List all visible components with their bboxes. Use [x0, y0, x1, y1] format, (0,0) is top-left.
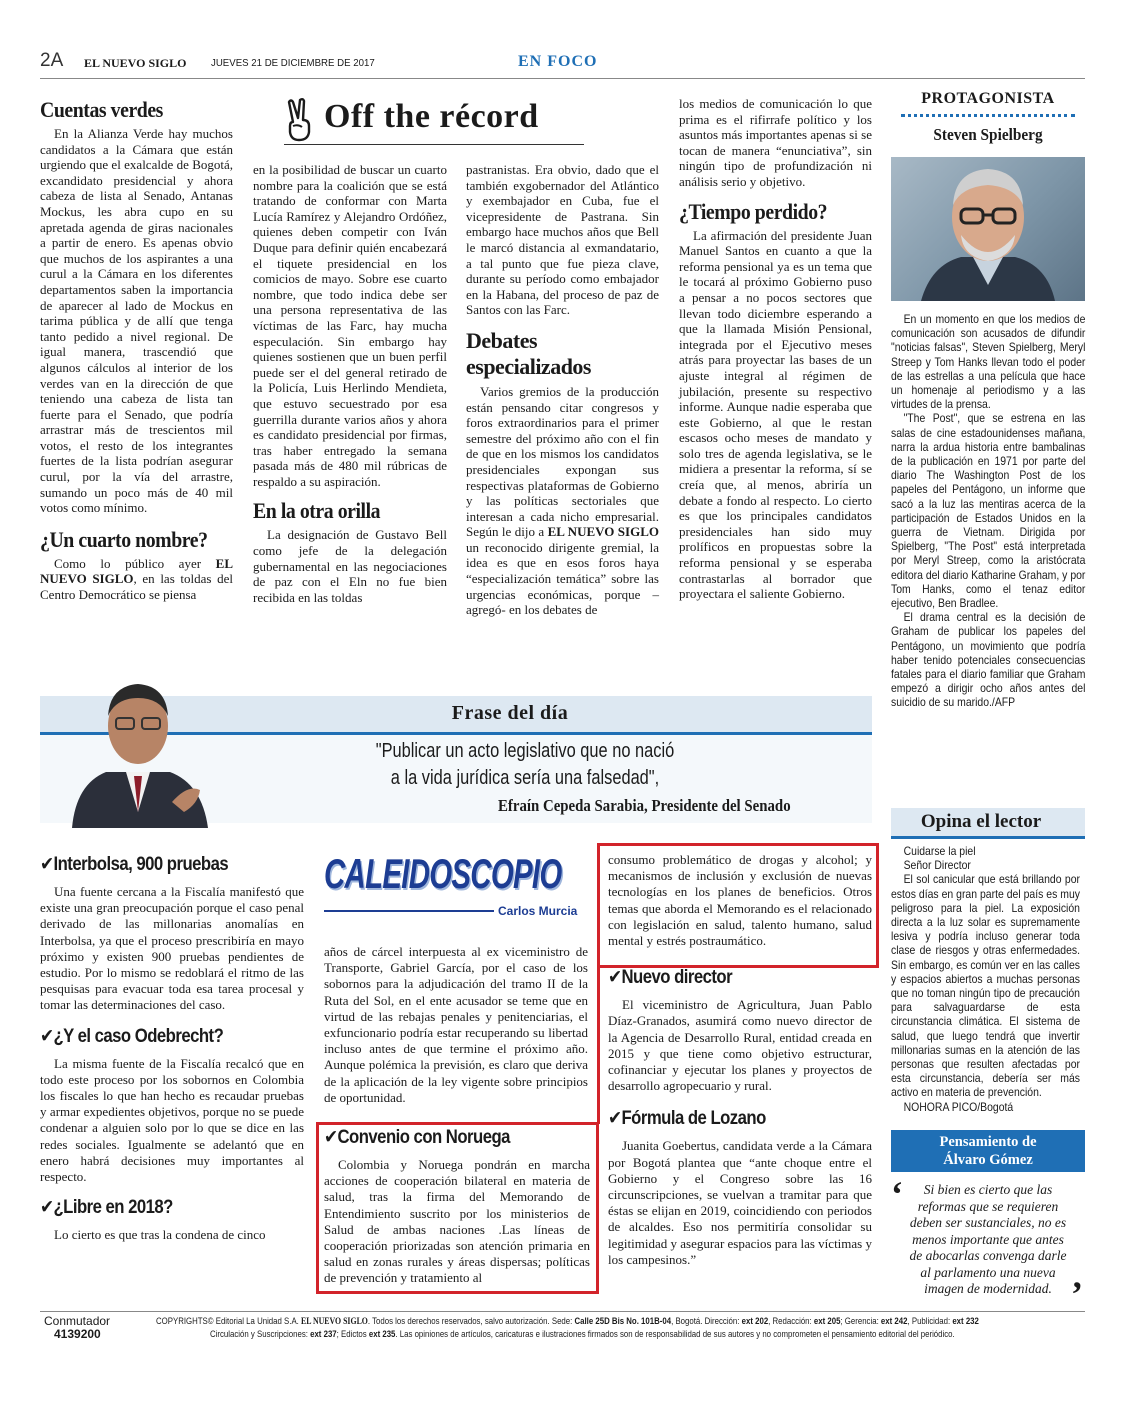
- frase-author: Efraín Cepeda Sarabia, Presidente del Senado: [498, 796, 791, 815]
- protagonista-name: Steven Spielberg: [933, 125, 1043, 144]
- nuevo-director-title: ✔Nuevo director: [608, 967, 733, 989]
- noruega-body: Colombia y Noruega pondrán en marcha acciones de cooperación bilateral en materia de salud, tras la firma del Memorando de Entendimiento suscrito por los ministerios de Salud de ambas naciones .Las líneas de cooperación priorizadas son atención primaria en salud en zonas rurales y áreas dispersas; políticas de prevención y tratamiento al: [324, 1157, 590, 1286]
- otra-orilla-title: En la otra orilla: [253, 498, 381, 524]
- frase-quote-line-1: "Publicar un acto legislativo que no nació: [375, 740, 675, 762]
- protagonista-column: [891, 90, 1085, 711]
- caleidoscopio-author: Carlos Murcia: [498, 904, 578, 918]
- opina-subject: Cuidarse la piel: [903, 845, 976, 858]
- check-icon: ✔: [40, 1197, 54, 1219]
- noruega-title: ✔Convenio con Noruega: [324, 1127, 510, 1148]
- otra-orilla-body: La designación de Gustavo Bell como jefe de la delegación gubernamental en las negociaciones de paz con el Eln no fue bien recibida en las toldas: [253, 527, 447, 605]
- odebrecht-title: ✔¿Y el caso Odebrecht?: [40, 1025, 224, 1047]
- interbolsa-title: ✔Interbolsa, 900 pruebas: [40, 854, 229, 875]
- logo-underline: [324, 910, 494, 912]
- interbolsa-body: Una fuente cercana a la Fiscalía manifestó que existe una gran preocupación porque el caso penal derivado de las millonarias anomalías en Interbolsa, ya que el proceso prescribiría en mayo próximo y existen 900 pruebas pendientes de estudio. Por lo mismo se redoblará el ritmo de las pesquisas para evacuar toda esa tarea procesal y tomar las determinaciones del caso.: [40, 884, 304, 1013]
- opina-salutation: Señor Director: [903, 859, 971, 873]
- off-the-record-title-box: [284, 94, 584, 148]
- cuarto-nombre-title: ¿Un cuarto nombre?: [40, 526, 208, 552]
- protagonista-body-1: En un momento en que los medios de comunicación son acusados de difundir "noticias falsas", Steven Spielberg, Meryl Streep y Tom Hanks llevan todo el poder de las estrellas a una película que hace un homenaje al periodismo y a las virtudes de la prensa.: [891, 313, 1086, 412]
- off-the-record-title: Off the récord: [324, 98, 539, 135]
- paper-name: EL NUEVO SIGLO: [84, 56, 187, 70]
- frase-title: Frase del día: [451, 702, 569, 724]
- pensamiento-box: [891, 1130, 1085, 1314]
- noruega-article: [324, 1127, 590, 1287]
- check-icon: ✔: [608, 1108, 622, 1130]
- close-quote-icon: ’: [1071, 1273, 1083, 1314]
- debates-continued: los medios de comunicación lo que prima es el rifirrafe político y los asuntos más importantes apenas si se tocan de manera “enunciativa”, sin ningún tipo de profundización ni análisis serio y objetivo.: [679, 96, 872, 189]
- cuarto-nombre-body: Como lo público ayer EL NUEVO SIGLO, en las toldas del Centro Democrático se piensa: [40, 555, 233, 603]
- footer: [40, 1311, 1085, 1342]
- issue-date: JUEVES 21 DE DICIEMBRE DE 2017: [211, 57, 375, 69]
- pensamiento-title-band: [891, 1130, 1085, 1172]
- odebrecht-body: La misma fuente de la Fiscalía recalcó que en todo este proceso por los sobornos en Colombia los fiscales lo que han hecho es recaudar pruebas y armar expedientes objetivos, porque no se puede condenar a alguien solo por lo que se dice en las redes sociales. Igualmente se adelantó que en enero habrá decisiones muy importantes al respecto.: [40, 1055, 304, 1185]
- libre-body: Lo cierto es que tras la condena de cinco: [54, 1227, 266, 1243]
- caleidoscopio-logo-box: [324, 846, 588, 932]
- opina-signature: NOHORA PICO/Bogotá: [903, 1100, 1014, 1114]
- lozano-body: Juanita Goebertus, candidata verde a la Cámara por Bogotá plantea que “ante choque entre el Gobierno y el Congreso sobre las 16 circunscripciones, se vuelvan a tramitar para que éstas se elijan en 2019, coincidiendo con periodos de alcaldes. Eso nos permitiría consolidar su legitimidad y asegurar espacios para las víctimas y los campesinos.”: [608, 1138, 872, 1267]
- opina-title: Opina el lector: [920, 811, 1042, 832]
- opina-title-band: [891, 808, 1085, 839]
- caleidoscopio-logo: CALEIDOSCOPIO: [324, 850, 562, 897]
- conmutador-number: 4139200: [54, 1327, 101, 1341]
- frase-quote-line-2: a la vida jurídica sería una falsedad",: [390, 767, 660, 789]
- debates-body: Varios gremios de la producción están pensando citar congresos y foros extraordinarios para el primer semestre del próximo año con el fin de que en los mismos los candidatos presidenciales expongan sus respectivas plataformas de Gobierno y las políticas sectoriales que interesan a cada nicho empresarial. Según le dijo a EL NUEVO SIGLO un reconocido dirigente gremial, la idea es que en esos foros haya “especialización temática” sobre las urgencias económicas, porque –agregó- en los debates de: [466, 383, 659, 618]
- open-quote-icon: ‘: [891, 1174, 903, 1214]
- noruega-side-rule: [597, 968, 600, 1124]
- caleidoscopio-column-3: [608, 852, 872, 1268]
- page-header: [40, 48, 1085, 79]
- protagonista-label: PROTAGONISTA: [921, 90, 1055, 107]
- lozano-title: ✔Fórmula de Lozano: [608, 1108, 766, 1130]
- debates-title: Debates especializados: [466, 327, 591, 379]
- conmutador-label: Conmutador: [44, 1314, 111, 1328]
- cepeda-photo: [62, 672, 212, 828]
- dotted-rule: [901, 114, 1075, 117]
- libre-continued: años de cárcel interpuesta al ex viceministro de Transporte, Gabriel García, por el caso de los sobornos para la adjudicación del tramo II de la Ruta del Sol, en el ente acusador se teme que en virtud de las rebajas penales y penitenciarias, el exfuncionario podría estar recuperando su libertad incluso antes de que termine el próximo año. Aunque polémica la previsión, es claro que deriva de la aplicación de la ley vigente sobre principios de oportunidad.: [324, 944, 588, 1105]
- opina-body: El sol canicular que está brillando por estos días en gran parte del país es muy peligroso para la piel. La exposición directa a la luz solar es supremamente lesiva y podría incluso generar toda clase de riesgos y otras enfermedades. Sin embargo, es común ver en las calles y espacios abiertos a muchas personas que no toman ningún tipo de precaución para salvaguardarse de esta circunstancia climática. El sistema de salud, que luego tendrá que invertir millonarias sumas en la atención de las personas que resulten afectadas por esta circunstancia, debería ser más activo en materia de prevención.: [891, 873, 1080, 1100]
- pensamiento-title-2: Álvaro Gómez: [943, 1152, 1033, 1168]
- cuentas-verdes-article: [40, 98, 233, 603]
- check-icon: ✔: [324, 1127, 338, 1148]
- tiempo-perdido-title: ¿Tiempo perdido?: [679, 198, 828, 224]
- off-column-3: [466, 162, 659, 618]
- footer-line-1: COPYRIGHTS© Editorial La Unidad S.A. EL NUEVO SIGLO. Todos los derechos reservados, salvo autorización. Sede: Calle 25D Bis No. 101B-04, Bogotá. Dirección: ext 202, Redacción: ext 205; Gerencia: ext 242, Publicidad: ext 232: [156, 1316, 979, 1326]
- pensamiento-quote: Si bien es cierto que las reformas que se requieren deben ser sustanciales, no es menos importante que antes de abocarlas convenga darle al parlamento una nueva imagen de modernidad.: [909, 1182, 1067, 1296]
- libre-title: ✔¿Libre en 2018?: [40, 1197, 173, 1219]
- nuevo-director-body: El viceministro de Agricultura, Juan Pablo Díaz-Granados, asumirá como nuevo director de la Agencia de Desarrollo Rural, entidad creada en 2015 y que tiene como objetivo estructurar, cofinanciar y ejecutar los planes y proyectos de desarrollo agropecuario y rural.: [608, 997, 872, 1094]
- footer-line-2: Circulación y Suscripciones: ext 237; Edictos ext 235. Las opiniones de artículos, caricaturas e ilustraciones firmados son de responsabilidad de sus autores y no comprometen el pensamiento editorial del periódico.: [210, 1329, 955, 1339]
- page-number: 2A: [40, 50, 64, 71]
- check-icon: ✔: [40, 854, 54, 875]
- protagonista-body-2: "The Post", que se estrena en las salas de cine estadounidenses mañana, narra la ardua historia entre bambalinas de la publicación en 1971 por parte del diario The Washington Post de los papeles del Pentágono, un informe que sacó a la luz las mentiras acerca de la participación de Estados Unidos en la guerra de Vietnam. Dirigida por Spielberg, "The Post" está interpretada por Meryl Streep, como la aristócrata editora del diario Katharine Graham, y por Tom Hanks, como el tenaz editor ejecutivo, Ben Bradlee.: [891, 412, 1086, 611]
- protagonista-body-3: El drama central es la decisión de Graham de publicar los papeles del Pentágono, un movimiento que podría haber tenido potenciales consecuencias fatales para el diario familiar que Graham empezó a dirigir ocho años antes del suicidio de su marido./AFP: [891, 611, 1086, 710]
- cuentas-verdes-body: En la Alianza Verde hay muchos candidatos a la Cámara que están urgiendo que el exalcalde de Bogotá, excandidato presidencial y ahora cabeza de lista al Senado, Antanas Mockus, les abra cupo en su apretada agenda de giras nacionales a partir de enero. Es apenas obvio que muchos de los aspirantes a una curul a la Cámara en los diferentes departamentos saben la importancia de aparecer al lado de Mockus en tarima pública y de allí que tenga tanto pedido a nivel regional. De igual manera, trascendió que algunos cálculos al interior de los verdes van en la dirección de que teniendo una cabeza de lista tan fuerte para el Senado, que podría arrastrar más de trescientos mil votos, el resto de los integrantes fuertes de la lista podrían asegurar curul, por la vía del arrastre, sumando un poco más de 40 mil votos como mínimo.: [40, 126, 233, 516]
- cuarto-nombre-continued: en la posibilidad de buscar un cuarto nombre para la coalición que se está tratando de conformar con Marta Lucía Ramírez y Alejandro Ordóñez, quienes deben competir con Iván Duque para definir quién encabezará el tiquete presidencial en los comicios de mayo. Sobre ese cuarto nombre, que todo indica debe ser una persona representativa de las víctimas de las Farc, hay mucha especulación. Sin embargo hay quienes sostienen que un buen perfil puede ser el del general retirado de la Policía, Luis Herlindo Mendieta, que estuvo secuestrado por esa guerrilla durante varios años y ahora es candidato presidencial por firmas, tras haber entregado la semana pasada más de 480 mil rúbricas de respaldo a su aspiración.: [253, 162, 447, 489]
- check-icon: ✔: [40, 1025, 54, 1047]
- pensamiento-title-1: Pensamiento de: [939, 1134, 1037, 1150]
- tiempo-perdido-body: La afirmación del presidente Juan Manuel Santos en cuanto a que la reforma pensional ya es un tema que le tocará al próximo Gobierno puso a pensar a no pocos sectores que llevan todo diciembre esperando a que la llamada Misión Pensional, integrada por el Ejecutivo meses atrás para proyectar las bases de un ajuste integral al régimen de jubilación, presente su respectivo informe. Aunque nadie esperaba que este Gobierno, al que le restan escasos ocho meses de mandato y solo tres de agenda legislativa, se le midiera a presentar la reforma, sí se creía que, al menos, abriría un debate a fondo al respecto. Lo cierto es que los principales candidatos presidenciales han sido muy prolíficos en propuestas sobre la reforma pensional y se esperaba contrastarlas al borrador que proyectara el saliente Gobierno.: [679, 227, 872, 602]
- victory-hand-icon: [284, 98, 314, 142]
- otra-orilla-continued: pastranistas. Era obvio, dado que el también exgobernador del Atlántico y exembajador en Cuba, fue el vicepresidente de Pastrana. Sin embargo hace muchos años que Bell le marcó distancia al exmandatario, a tal punto que fue pieza clave, durante su período como embajador en la Habana, del proceso de paz de Santos con las Farc.: [466, 162, 659, 318]
- cuentas-verdes-title: Cuentas verdes: [40, 97, 163, 122]
- off-column-4: [679, 96, 872, 602]
- off-column-2: [253, 162, 447, 605]
- spielberg-photo: [891, 157, 1085, 301]
- check-icon: ✔: [608, 967, 622, 989]
- caleidoscopio-column-1: [40, 854, 304, 1243]
- section-name: EN FOCO: [518, 53, 598, 70]
- title-rule: [284, 144, 584, 145]
- caleidoscopio-column-2: [324, 944, 588, 1106]
- noruega-continued: consumo problemático de drogas y alcohol; y mecanismos de inclusión y exclusión de nuevas tecnologías en los planes de beneficios. Otros temas que aborda el Memorando es el relacionado con legislación en salud, talento humano, salud mental y estrés postraumático.: [608, 852, 872, 949]
- opina-lector-box: [891, 808, 1085, 1115]
